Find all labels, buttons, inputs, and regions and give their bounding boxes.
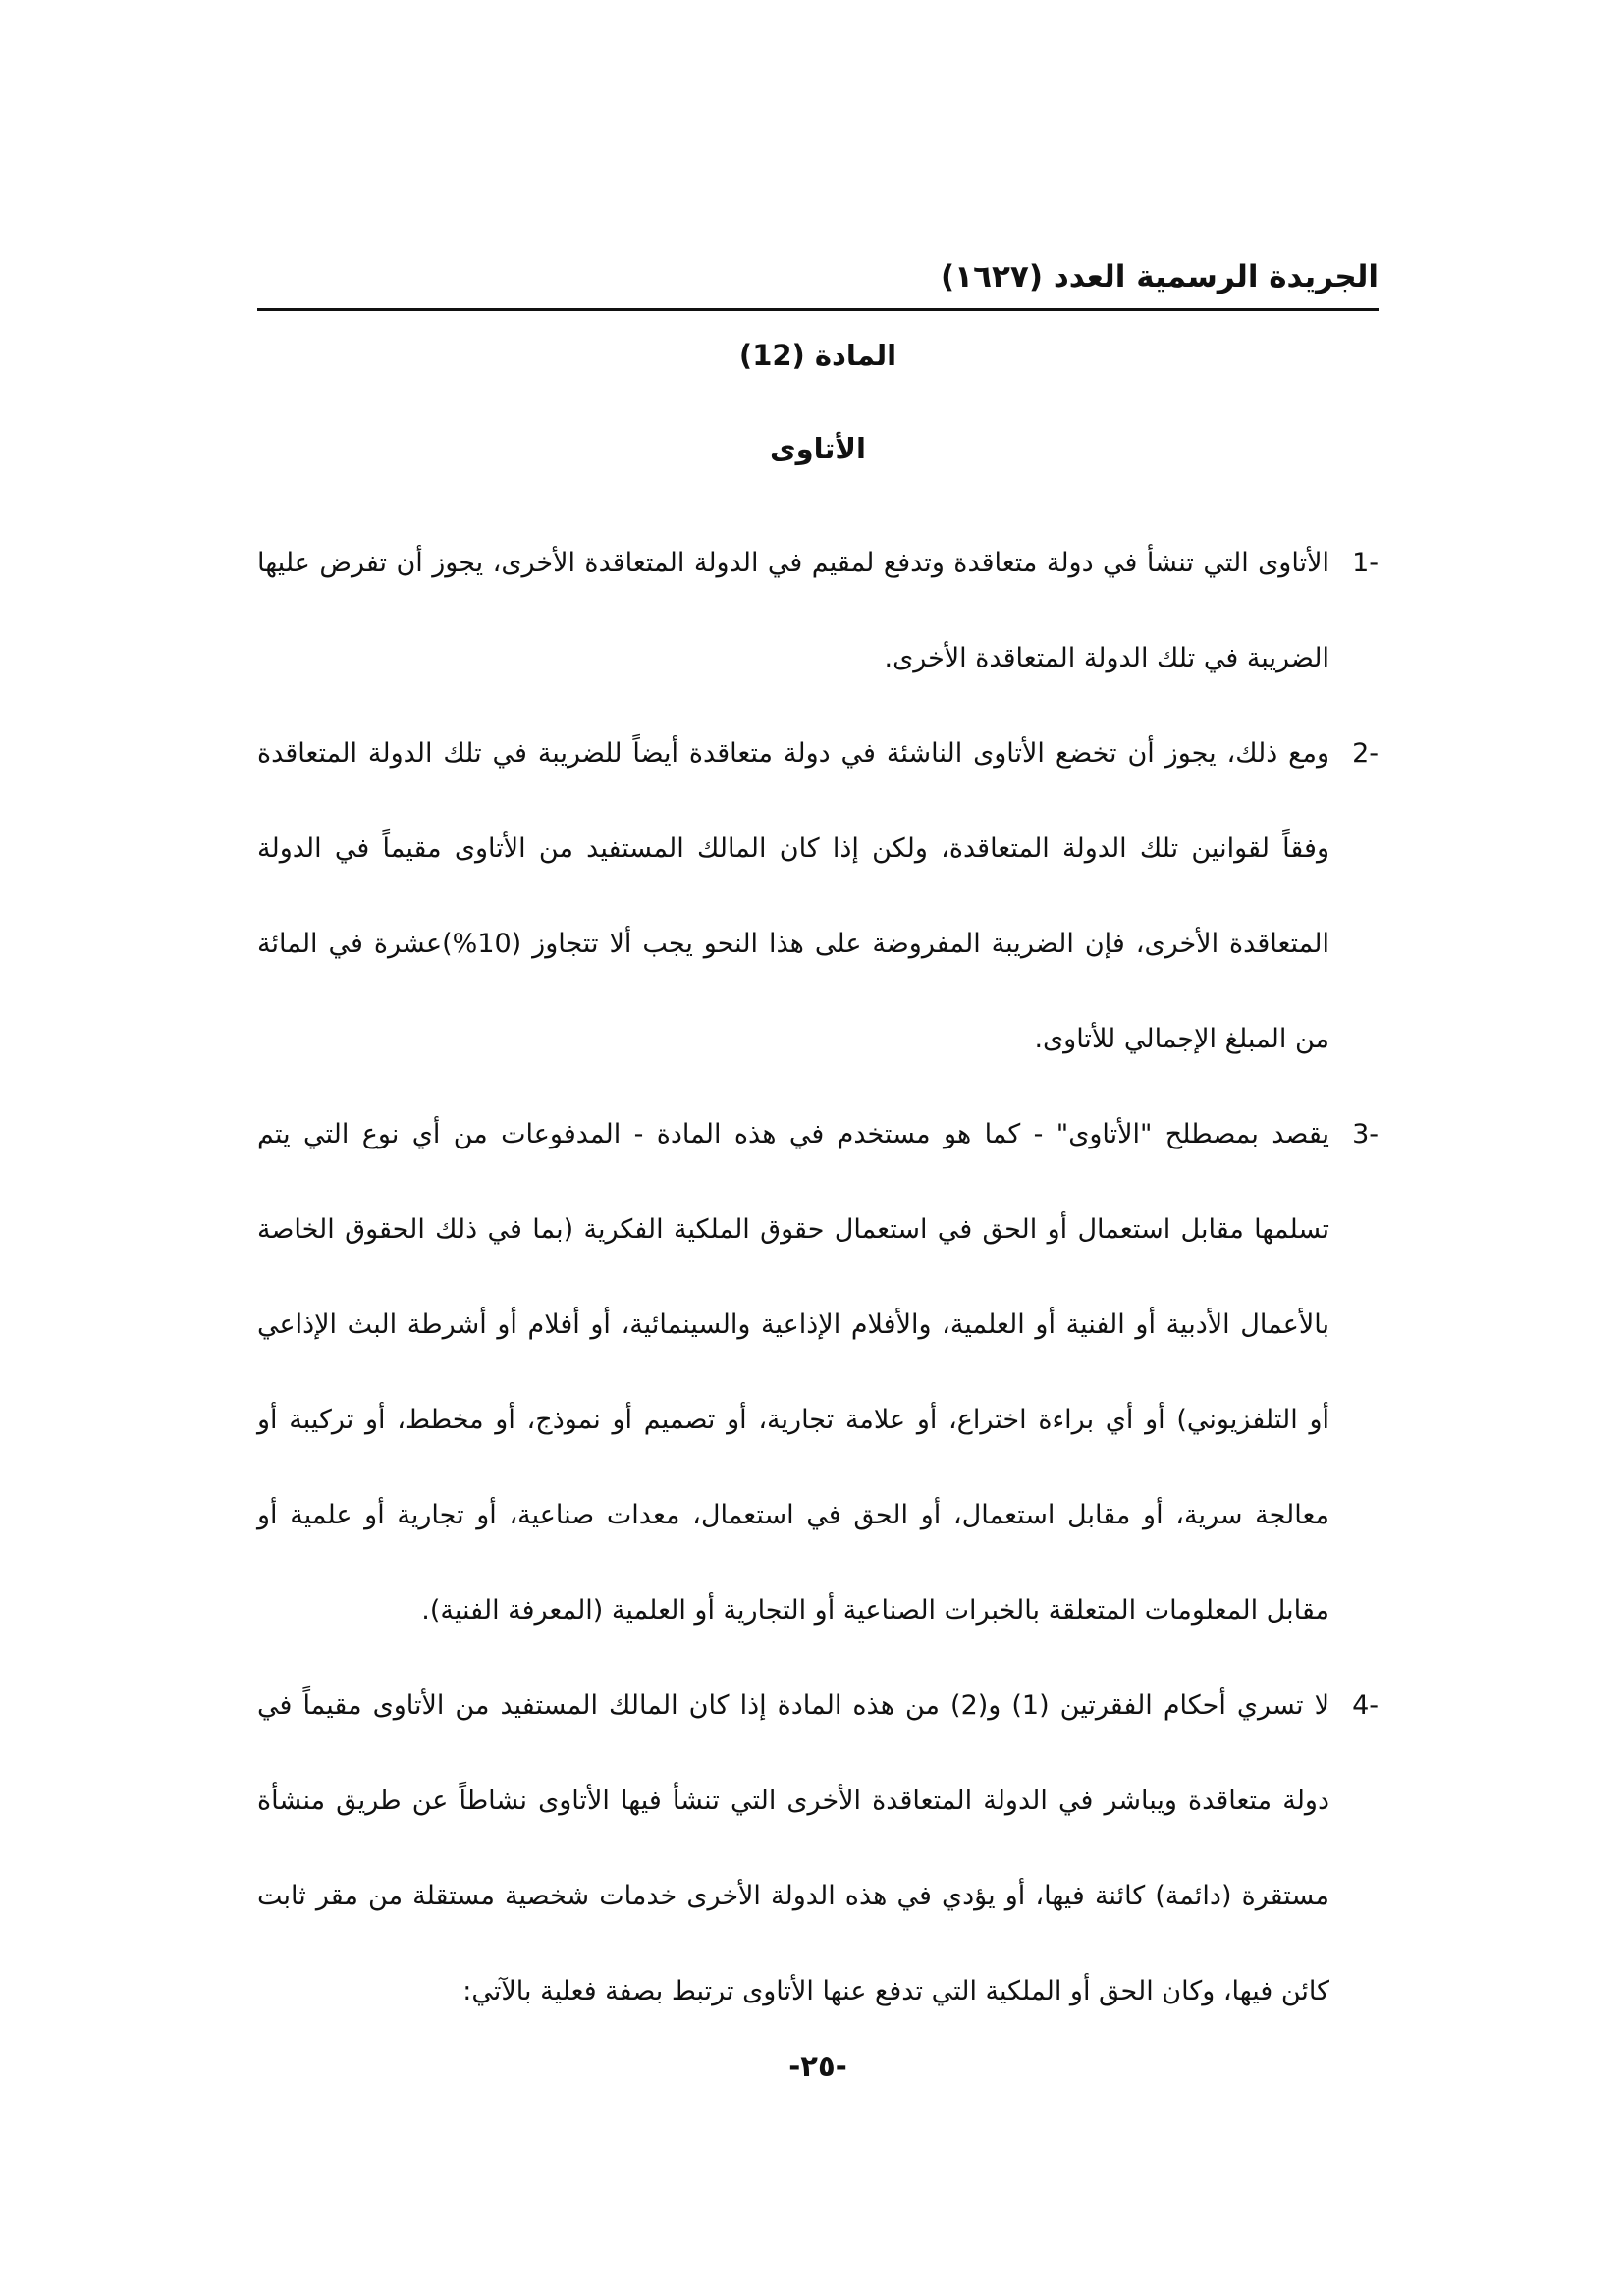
gazette-title: الجريدة الرسمية العدد (١٦٢٧): [941, 259, 1379, 294]
article-number: المادة (12): [738, 339, 897, 372]
page-number: -٢٥-: [788, 2050, 847, 2083]
paragraph-text: ومع ذلك، يجوز أن تخضع الأتاوى الناشئة في دولة متعاقدة أيضاً للضريبة في تلك الدولة المتعاقدة وفقاً لقوانين تلك الدولة المتعاقدة، ولكن إذا كان المالك المستفيد من الأتاوى مقيماً في الدولة المتعاقدة الأخرى، فإن الضريبة المفروضة على هذا النحو يجب ألا تتجاوز (10%)عشرة في المائة من المبلغ الإجمالي للأتاوى.: [257, 738, 1329, 1054]
paragraph-number: -3: [1352, 1119, 1379, 1149]
paragraph-text: الأتاوى التي تنشأ في دولة متعاقدة وتدفع لمقيم في الدولة المتعاقدة الأخرى، يجوز أن تفرض عليها الضريبة في تلك الدولة المتعاقدة الأخرى.: [257, 548, 1329, 673]
paragraph-1: [257, 515, 1379, 706]
paragraph-2: [257, 706, 1379, 1087]
paragraph-number: -1: [1352, 548, 1379, 578]
article-heading: الأتاوى: [770, 432, 866, 465]
paragraph-4: [257, 1658, 1379, 2039]
paragraph-3: [257, 1087, 1379, 1658]
paragraph-number: -4: [1352, 1690, 1379, 1721]
paragraph-text: لا تسري أحكام الفقرتين (1) و(2) من هذه المادة إذا كان المالك المستفيد من الأتاوى مقيماً في دولة متعاقدة ويباشر في الدولة المتعاقدة الأخرى التي تنشأ فيها الأتاوى نشاطاً عن طريق منشأة مستقرة (دائمة) كائنة فيها، أو يؤدي في هذه الدولة الأخرى خدمات شخصية مستقلة من مقر ثابت كائن فيها، وكان الحق أو الملكية التي تدفع عنها الأتاوى ترتبط بصفة فعلية بالآتي:: [257, 1690, 1329, 2006]
page-header: [257, 257, 1379, 311]
article-body: [257, 515, 1379, 2039]
paragraph-text: يقصد بمصطلح "الأتاوى" - كما هو مستخدم في هذه المادة - المدفوعات من أي نوع التي يتم تسلمها مقابل استعمال أو الحق في استعمال حقوق الملكية الفكرية (بما في ذلك الحقوق الخاصة بالأعمال الأدبية أو الفنية أو العلمية، والأفلام الإذاعية والسينمائية، أو أفلام أو أشرطة البث الإذاعي أو التلفزيوني) أو أي براءة اختراع، أو علامة تجارية، أو تصميم أو نموذج، أو مخطط، أو تركيبة أو معالجة سرية، أو مقابل استعمال، أو الحق في استعمال، معدات صناعية، أو تجارية أو علمية أو مقابل المعلومات المتعلقة بالخبرات الصناعية أو التجارية أو العلمية (المعرفة الفنية).: [257, 1119, 1329, 1626]
paragraph-number: -2: [1352, 738, 1379, 769]
